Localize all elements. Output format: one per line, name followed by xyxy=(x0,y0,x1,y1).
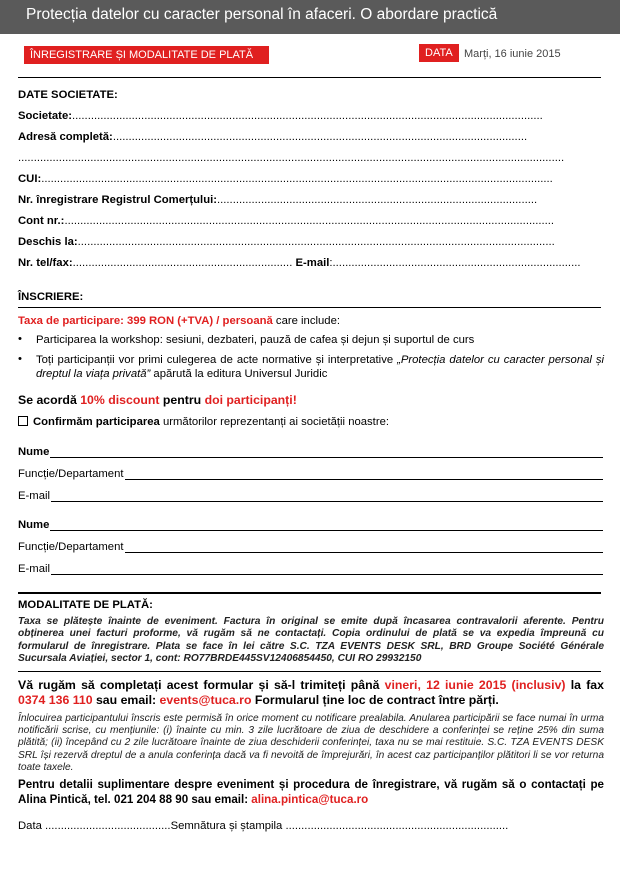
deadline: vineri, 12 iunie 2015 (inclusiv) xyxy=(384,678,566,692)
signature-dots[interactable]: ....................................................................... xyxy=(285,820,509,832)
date-sign-dots[interactable]: ........................................ xyxy=(45,820,171,832)
bullet-text-part: Toți participanții vor primi culegerea de acte normative și interpretative xyxy=(36,354,398,366)
company-address-field-2[interactable] xyxy=(18,152,601,166)
company-heading: DATE SOCIETATE: xyxy=(18,89,118,101)
discount-value: 10% discount xyxy=(80,393,160,407)
fee-amount: Taxa de participare: 399 RON (+TVA) / persoană xyxy=(18,315,273,327)
divider xyxy=(18,77,601,78)
participant-2-name-field[interactable] xyxy=(18,517,603,531)
bullet-icon: • xyxy=(18,333,22,345)
role-line[interactable] xyxy=(125,470,604,480)
enrollment-heading: ÎNSCRIERE: xyxy=(18,291,84,303)
fax-number: 0374 136 110 xyxy=(18,693,93,707)
registration-label: ÎNREGISTRARE ȘI MODALITATE DE PLATĂ xyxy=(24,46,269,64)
company-address-field[interactable] xyxy=(18,131,601,145)
date-sign-label: Data xyxy=(18,820,46,832)
participant-2-email-field[interactable] xyxy=(18,561,603,575)
email-line[interactable] xyxy=(51,565,603,575)
confirm-checkbox[interactable] xyxy=(18,416,28,426)
tel-email-field[interactable] xyxy=(18,257,601,271)
field-dots: ................................................................................................................................................................... xyxy=(41,173,553,185)
divider xyxy=(18,307,601,308)
payment-heading: MODALITATE DE PLATĂ: xyxy=(18,599,153,611)
name-label: Nume xyxy=(18,519,50,531)
field-dots: ........................................................................................................................................................ xyxy=(77,236,555,248)
email-label: E-mail xyxy=(18,490,51,502)
fee-line xyxy=(18,315,340,327)
list-item xyxy=(18,333,604,347)
header-bar xyxy=(0,0,620,34)
company-name-field[interactable] xyxy=(18,110,601,124)
list-item xyxy=(18,353,604,381)
participant-1-name-field[interactable] xyxy=(18,444,603,458)
fee-text: care include: xyxy=(272,315,340,327)
field-dots: ...................................................................................................... xyxy=(217,194,538,206)
field-label: Cont nr.: xyxy=(18,215,65,227)
role-label: Funcție/Departament xyxy=(18,541,124,553)
signature-label: Semnătura și ștampila xyxy=(170,820,286,832)
divider xyxy=(18,592,601,594)
contact-text: Pentru detalii suplimentare despre eveniment și procedura de înregistrare, vă rugăm să o contactați pe Alina Pintică, tel. 021 204 88 90 sau email: xyxy=(18,778,604,806)
instructions-text: Formularul ține loc de contract între părți. xyxy=(251,693,499,707)
bank-field[interactable] xyxy=(18,236,601,250)
bullet-text: Participarea la workshop: sesiuni, dezbateri, pauză de cafea și dejun și suportul de curs xyxy=(36,334,475,346)
name-label: Nume xyxy=(18,446,50,458)
field-label: CUI: xyxy=(18,173,42,185)
discount-line xyxy=(18,393,297,407)
payment-text: Taxa se plătește înainte de eveniment. Factura în original se emite după încasarea contravalorii aferente. Pentru obținerea unei facturi proforme, vă rugăm să ne contactați. Copia ordinului de plată se va expedia împreună cu formularul de înregistrare. Plata se face în lei către S.C. TZA EVENTS DESK SRL, BRD Groupe Société Générale Sucursala Aviației, sector 1, cont: RO77BRDE445SV12406854450, CUI RO 29932150 xyxy=(18,616,604,664)
trade-register-field[interactable] xyxy=(18,194,601,208)
signature-line[interactable] xyxy=(18,820,508,832)
date-label: DATA xyxy=(419,44,459,62)
cancellation-policy: Înlocuirea participantului înscris este permisă în orice moment cu notificare prealabila. Anularea participării se face numai în urma notificării scrise, cu mențiunile: (i) înainte cu min. 3 zile lucrătoare de ziua de deschidere a conferinței se reține 25% din suma plătită; (ii) începând cu 2 zile lucrătoare înainte de ziua deschiderii conferinței, taxa nu se mai restituie. S.C. TZA EVENTS DESK SRL își rezervă dreptul de a anula conferința dacă va fi nevoită de împrejurări, în acest caz participanților plătitori li se vor returna toate taxele. xyxy=(18,713,604,773)
email-label: E-mail xyxy=(18,563,51,575)
email-line[interactable] xyxy=(51,492,603,502)
field-label: Adresă completă: xyxy=(18,131,113,143)
role-label: Funcție/Departament xyxy=(18,468,124,480)
participant-1-role-field[interactable] xyxy=(18,466,603,480)
discount-text: pentru xyxy=(159,393,205,407)
role-line[interactable] xyxy=(125,543,604,553)
field-dots: ...................................................................................................................................................... xyxy=(72,110,543,122)
field-label: Societate: xyxy=(18,110,72,122)
field-dots: .................................................................................................................................... xyxy=(112,131,528,143)
book-title: „Protecția datelor cu caracter personal și dreptul la viața privată” xyxy=(36,354,605,380)
contact-info xyxy=(18,778,604,807)
instructions-text: Vă rugăm să completați acest formular și să-l trimiteți până xyxy=(18,678,385,692)
confirm-text: următorilor reprezentanți ai societății noastre: xyxy=(159,416,390,428)
name-line[interactable] xyxy=(50,448,603,458)
email-label: E-mail xyxy=(295,257,330,269)
account-number-field[interactable] xyxy=(18,215,601,229)
bullet-text xyxy=(36,353,604,381)
instructions-text: la fax xyxy=(565,678,604,692)
bullet-text-part: apărută la editura Universul Juridic xyxy=(150,368,328,380)
event-date: Marți, 16 iunie 2015 xyxy=(464,48,561,60)
submission-instructions xyxy=(18,678,604,708)
field-label: Nr. înregistrare Registrul Comerțului: xyxy=(18,194,217,206)
email-dots: :............................................................................... xyxy=(329,257,581,269)
bullet-icon: • xyxy=(18,353,22,365)
confirm-line[interactable] xyxy=(18,416,389,428)
page-title: Protecția datelor cu caracter personal în afaceri. O abordare practică xyxy=(26,6,498,23)
company-cui-field[interactable] xyxy=(18,173,601,187)
name-line[interactable] xyxy=(50,521,603,531)
field-label: Deschis la: xyxy=(18,236,78,248)
events-email-link[interactable]: events@tuca.ro xyxy=(159,693,252,707)
participant-1-email-field[interactable] xyxy=(18,488,603,502)
contact-email-link[interactable]: alina.pintica@tuca.ro xyxy=(251,792,369,806)
participant-2-role-field[interactable] xyxy=(18,539,603,553)
tel-dots: ...................................................................... xyxy=(72,257,293,269)
field-dots: ............................................................................................................................................................ xyxy=(64,215,555,227)
discount-text: Se acordă xyxy=(18,393,81,407)
field-dots: .............................................................................................................................................................................. xyxy=(18,152,565,164)
confirm-label: Confirmăm participarea xyxy=(33,416,160,428)
instructions-text: sau email: xyxy=(92,693,160,707)
tel-label: Nr. tel/fax: xyxy=(18,257,73,269)
discount-target: doi participanți! xyxy=(204,393,297,407)
divider xyxy=(18,671,601,672)
